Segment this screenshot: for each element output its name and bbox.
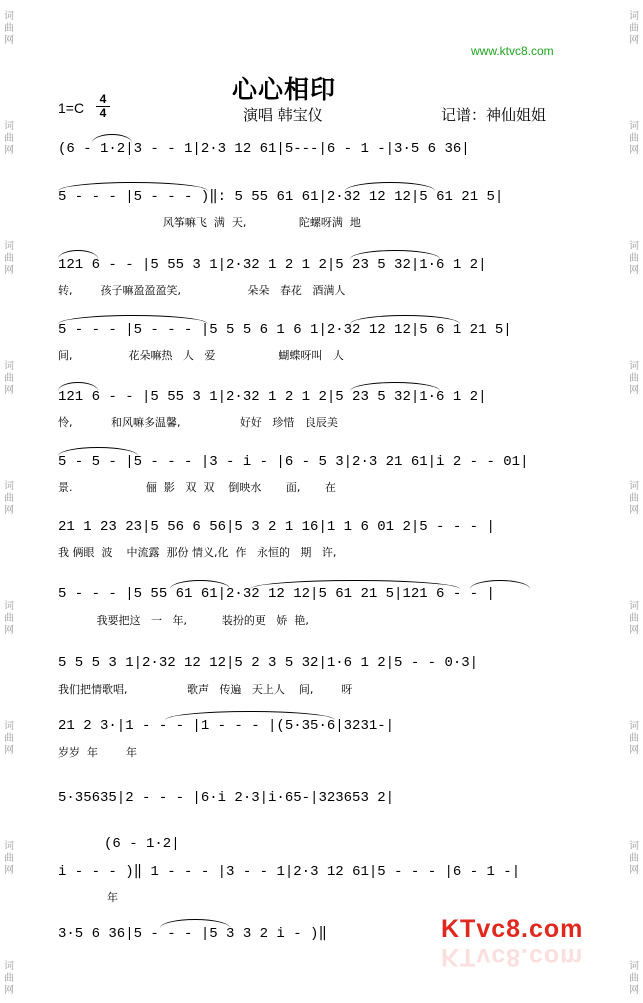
slur-arc [58,447,138,456]
watermark-char: 曲 [4,373,14,384]
watermark-char: 词 [4,601,14,612]
score-notes-row-10: 21 2 3·|1 - - - |1 - - - |(5·35·6|3231-| [58,718,395,734]
watermark-char: 词 [4,841,14,852]
watermark-char: 网 [4,265,14,276]
slur-arc [350,382,440,391]
song-title: 心心相印 [232,75,337,104]
score-notes-row-5: 121 6 - - |5 55 3 1|2·32 1 2 1 2|5 23 5 32|1·6 1 2| [58,389,487,405]
recorder-credit: 记谱：神仙姐姐 [441,106,547,124]
score-notes-row-11: 5·35635|2 - - - |6·i 2·3|i·65-|323653 2| [58,790,395,806]
slur-arc [58,315,208,324]
watermark-char: 网 [629,985,639,996]
score-notes-row-2: 5 - - - |5 - - - )‖: 5 55 61 61|2·32 12 12|5 61 21 5| [58,189,504,205]
meter-bottom: 4 [99,106,107,120]
meter-top: 4 [99,92,107,106]
score-lyrics-row-9: 我们把情歌唱, 歌声 传遍 天上人 间, 呀 [58,683,353,696]
score-lyrics-row-5: 怜, 和风嘛多温馨, 好好 珍惜 良辰美 [58,416,338,429]
score-lyrics-row-8: 我要把这 一 年, 装扮的更 娇 艳, [58,614,309,627]
score-notes-row-9: 5 5 5 3 1|2·32 12 12|5 2 3 5 32|1·6 1 2|5 - - 0·3| [58,655,479,671]
watermark-char: 曲 [4,973,14,984]
slur-arc [250,580,460,589]
slur-arc [470,580,530,589]
watermark-char: 曲 [629,853,639,864]
watermark-char: 网 [629,35,639,46]
watermark-char: 词 [629,241,639,252]
score-lyrics-row-4: 间, 花朵嘛热 人 爱 蝴蝶呀叫 人 [58,349,344,362]
score-notes-row-12: i - - - )‖ 1 - - - |3 - - 1|2·3 12 61|5 - - - |6 - 1 -| [58,864,521,880]
watermark-char: 曲 [4,23,14,34]
key-signature: 1=C [58,100,85,116]
score-lyrics-row-2: 风筝嘛飞 满 天, 陀螺呀满 地 [58,216,361,229]
score-lyrics-row-6: 景. 俪 影 双 双 倒映水 面, 在 [58,481,336,494]
watermark-char: 网 [4,865,14,876]
watermark-char: 网 [4,385,14,396]
score-notes-row-13: 3·5 6 36|5 - - - |5 3 3 2 i - )‖ [58,926,327,942]
watermark-char: 网 [629,265,639,276]
watermark-char: 词 [4,721,14,732]
slur-arc [160,919,230,928]
ktvc8-logo-reflection: KTvc8.com [441,943,584,971]
watermark-char: 曲 [629,373,639,384]
watermark-char: 曲 [629,973,639,984]
ktvc8-logo[interactable]: KTvc8.com [441,915,584,943]
watermark-char: 网 [4,985,14,996]
watermark-char: 网 [629,865,639,876]
watermark-char: 词 [629,11,639,22]
watermark-char: 词 [4,11,14,22]
score-lyrics-row-7: 我 俩眼 波 中流露 那份 情义,化 作 永恒的 期 许, [58,546,337,559]
watermark-char: 词 [629,961,639,972]
watermark-char: 曲 [4,853,14,864]
score-notes-row-4: 5 - - - |5 - - - |5 5 5 6 1 6 1|2·32 12 12|5 6 1 21 5| [58,322,512,338]
watermark-char: 词 [629,121,639,132]
watermark-char: 词 [4,361,14,372]
watermark-char: 曲 [4,133,14,144]
watermark-char: 词 [4,481,14,492]
slur-arc [165,711,335,720]
watermark-char: 词 [4,121,14,132]
time-signature [96,94,110,119]
watermark-char: 网 [629,505,639,516]
watermark-char: 网 [4,145,14,156]
watermark-char: 网 [4,35,14,46]
watermark-column-right [627,0,641,1003]
slur-arc [58,182,208,191]
watermark-char: 曲 [629,253,639,264]
score-lyrics-row-3: 转, 孩子嘛盈盈盈笑, 朵朵 春花 酒满人 [58,284,346,297]
watermark-char: 网 [629,145,639,156]
watermark-char: 曲 [4,253,14,264]
slur-arc [345,182,435,191]
slur-arc [350,315,460,324]
watermark-char: 网 [629,385,639,396]
score-notes-row-6: 5 - 5 - |5 - - - |3 - i - |6 - 5 3|2·3 21 61|i 2 - - 01| [58,454,529,470]
watermark-char: 网 [4,625,14,636]
watermark-char: 网 [4,505,14,516]
slur-arc [170,580,230,589]
watermark-column-left [2,0,16,1003]
watermark-char: 曲 [629,613,639,624]
score-notes-row-1: (6 - 1·2|3 - - 1|2·3 12 61|5---|6 - 1 -|3·5 6 36| [58,141,470,157]
watermark-char: 词 [629,601,639,612]
score-notes-row-8: 5 - - - |5 55 61 61|2·32 12 12|5 61 21 5|121 6 - - | [58,586,495,602]
watermark-char: 词 [629,481,639,492]
watermark-char: 曲 [629,133,639,144]
watermark-char: 词 [629,841,639,852]
score-lyrics-row-10: 岁岁 年 年 [58,746,137,759]
repeat-intro: (6 - 1·2| [104,836,180,852]
watermark-char: 曲 [629,733,639,744]
watermark-char: 曲 [629,493,639,504]
site-url[interactable]: www.ktvc8.com [471,44,554,58]
watermark-char: 词 [629,721,639,732]
slur-arc [92,134,132,143]
slur-arc [350,250,440,259]
watermark-char: 网 [4,745,14,756]
slur-arc [58,382,98,391]
watermark-char: 曲 [4,493,14,504]
score-lyrics-row-12: 年 [58,891,118,904]
watermark-char: 词 [629,361,639,372]
watermark-char: 曲 [4,613,14,624]
watermark-char: 词 [4,961,14,972]
score-notes-row-3: 121 6 - - |5 55 3 1|2·32 1 2 1 2|5 23 5 32|1·6 1 2| [58,257,487,273]
watermark-char: 网 [629,625,639,636]
score-notes-row-7: 21 1 23 23|5 56 6 56|5 3 2 1 16|1 1 6 01 2|5 - - - | [58,519,495,535]
singer-credit: 演唱 韩宝仪 [243,106,323,124]
slur-arc [58,250,98,259]
watermark-char: 曲 [629,23,639,34]
watermark-char: 词 [4,241,14,252]
watermark-char: 曲 [4,733,14,744]
watermark-char: 网 [629,745,639,756]
